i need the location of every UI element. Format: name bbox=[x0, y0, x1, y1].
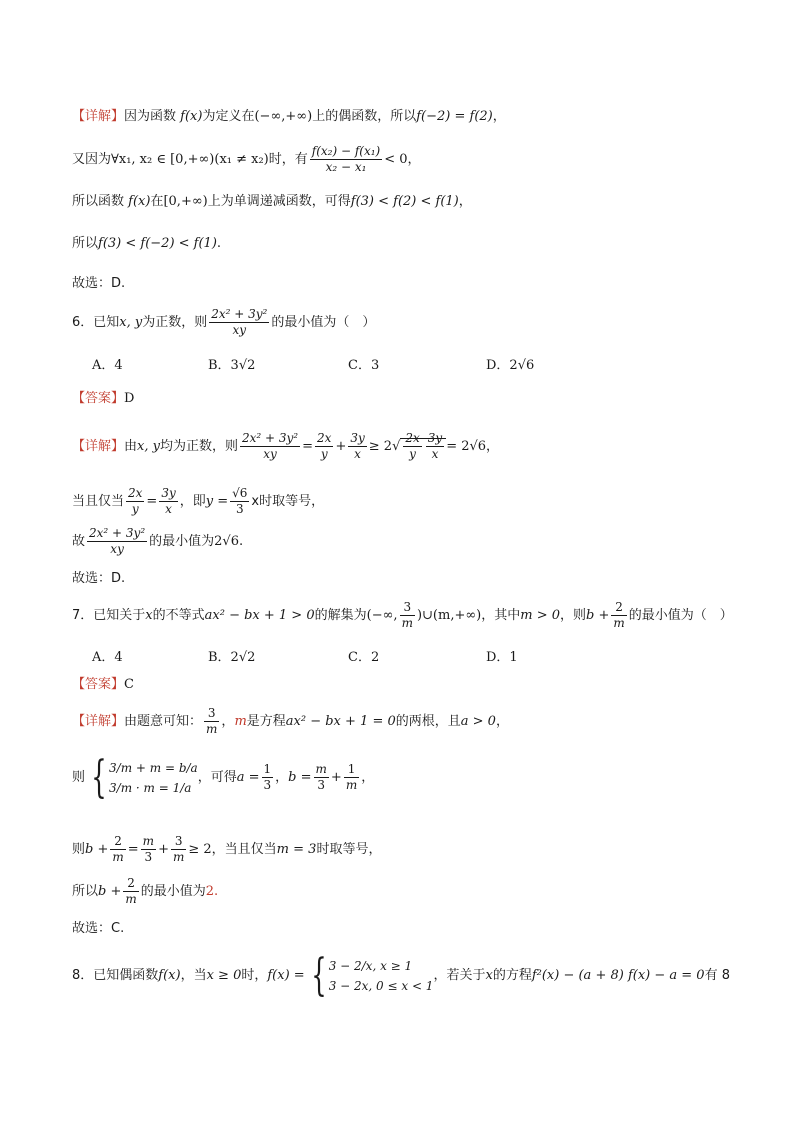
q5-solution-line-4: 所以f(3) < f(−2) < f(1). bbox=[72, 236, 222, 251]
q5-solution-line-1: 【详解】因为函数 f(x)为定义在(−∞,+∞)上的偶函数，所以f(−2) = f(2)， bbox=[72, 109, 506, 124]
q6-option-c[interactable]: C．3 bbox=[348, 358, 380, 373]
q5-choice: 故选：D. bbox=[72, 276, 126, 291]
fraction: $\frac{2x}{y}$ bbox=[405, 431, 420, 461]
q6-option-d[interactable]: D．2√6 bbox=[486, 358, 535, 373]
q7-solution-line-4: 所以b + $\frac{2}{m}$ 的最小值为2. bbox=[72, 876, 219, 906]
q7-solution-line-1: 【详解】由题意可知： $\frac{3}{m}$ ，m是方程ax² − bx + 1 = 0的两根，且a > 0， bbox=[72, 706, 509, 736]
fraction: $\frac{2x}{y}$ bbox=[128, 486, 143, 516]
fraction: $\frac{√6}{3}$ bbox=[232, 486, 248, 516]
fraction: $\frac{3}{m}$ bbox=[206, 706, 218, 736]
piecewise-cases: 3 − 2/x, x ≥ 1 3 − 2x, 0 ≤ x < 1 bbox=[328, 958, 434, 993]
xiangjie-tag: 【详解】 bbox=[72, 109, 125, 124]
left-brace-icon: { bbox=[310, 949, 327, 1001]
q7-stem: 7．已知关于x的不等式ax² − bx + 1 > 0的解集为(−∞, $\frac{3}{m}$ )∪(m,+∞)，其中m > 0，则b + $\frac{2}{m}$ 的最小值为（ ） bbox=[72, 600, 733, 630]
q6-answer: 【答案】D bbox=[72, 391, 135, 406]
fraction: $\frac{\text{2x² + 3y²}}{xy}$ bbox=[211, 307, 268, 337]
fraction: $\frac{3y}{x}$ bbox=[350, 431, 365, 461]
q7-answer: 【答案】C bbox=[72, 677, 134, 692]
fraction: $\frac{\text{2x² + 3y²}}{xy}$ bbox=[242, 431, 299, 461]
fraction: $\frac{\text{2x² + 3y²}}{xy}$ bbox=[89, 526, 146, 556]
fraction: $\frac{2}{m}$ bbox=[112, 834, 124, 864]
fraction: $\frac{m}{3}$ bbox=[315, 762, 327, 792]
fraction: $\frac{2x}{y}$ bbox=[317, 431, 332, 461]
q7-option-a[interactable]: A．4 bbox=[92, 650, 123, 665]
q7-solution-line-3: 则b + $\frac{2}{m}$ = $\frac{m}{3}$ + $\frac{3}{m}$ ≥ 2，当且仅当m = 3时取等号， bbox=[72, 834, 382, 864]
q5-solution-line-3: 所以函数 f(x)在[0,+∞)上为单调递减函数，可得f(3) < f(2) < f(1)， bbox=[72, 194, 472, 209]
q7-solution-line-2: 则 { 3/m + m = b/a 3/m · m = 1/a ，可得a = $\frac{1}{3}$ ，b = $\frac{m}{3}$ + $\frac{1}{m}$ ， bbox=[72, 751, 375, 803]
fraction: $\frac{1}{m}$ bbox=[345, 762, 358, 792]
q6-solution-line-3: 故 $\frac{\text{2x² + 3y²}}{xy}$ 的最小值为2√6. bbox=[72, 526, 244, 556]
sqrt-sign-icon: √ bbox=[392, 439, 401, 454]
fraction: $\frac{2}{m}$ bbox=[613, 600, 625, 630]
q7-option-c[interactable]: C．2 bbox=[348, 650, 380, 665]
fraction: $\frac{3}{m}$ bbox=[401, 600, 413, 630]
fraction: $\frac{2}{m}$ bbox=[125, 876, 137, 906]
q6-solution-line-2: 当且仅当 $\frac{2x}{y}$ = $\frac{3y}{x}$ ，即y = $\frac{√6}{3}$ x时取等号， bbox=[72, 486, 325, 516]
fraction: $\frac{m}{3}$ bbox=[142, 834, 155, 864]
q6-solution-line-1: 【详解】由x, y均为正数，则 $\frac{\text{2x² + 3y²}}{xy}$ = $\frac{2x}{y}$ + $\frac{3y}{x}$ ≥ 2√ $\frac{2x}{y}$ $\frac{3y}{x}$ = 2√6， bbox=[72, 431, 500, 461]
q5-solution-line-2: 又因为∀x₁, x₂ ∈ [0,+∞)(x₁ ≠ x₂)时，有 $\frac{\text{f(x₂) − f(x₁)}}{\text{x₂ − x₁}}$ < 0， bbox=[72, 144, 421, 174]
equation-system: 3/m + m = b/a 3/m · m = 1/a bbox=[109, 760, 198, 795]
fraction: $\frac{\text{f(x₂) − f(x₁)}}{\text{x₂ − x₁}}$ bbox=[311, 144, 381, 174]
q7-option-d[interactable]: D．1 bbox=[486, 650, 518, 665]
q6-option-a[interactable]: A．4 bbox=[92, 358, 123, 373]
q6-option-b[interactable]: B．3√2 bbox=[208, 358, 256, 373]
sqrt-radicand bbox=[400, 431, 446, 461]
fraction: $\frac{3}{m}$ bbox=[172, 834, 185, 864]
q6-stem: 6．已知x, y为正数，则 $\frac{\text{2x² + 3y²}}{xy}$ 的最小值为（ ） bbox=[72, 307, 376, 337]
left-brace-icon: { bbox=[91, 751, 107, 803]
q7-choice: 故选：C. bbox=[72, 921, 125, 936]
fraction: $\frac{3y}{x}$ bbox=[161, 486, 176, 516]
fraction: $\frac{3y}{x}$ bbox=[427, 431, 443, 461]
q6-choice: 故选：D. bbox=[72, 571, 126, 586]
q7-option-b[interactable]: B．2√2 bbox=[208, 650, 256, 665]
fraction: $\frac{1}{3}$ bbox=[263, 762, 272, 792]
q8-stem: 8．已知偶函数f(x)，当x ≥ 0时，f(x) = { 3 − 2/x, x ≥ 1 3 − 2x, 0 ≤ x < 1 ，若关于x的方程f²(x) − (a + 8) f(x) − a = 0有 8 bbox=[72, 949, 730, 1001]
